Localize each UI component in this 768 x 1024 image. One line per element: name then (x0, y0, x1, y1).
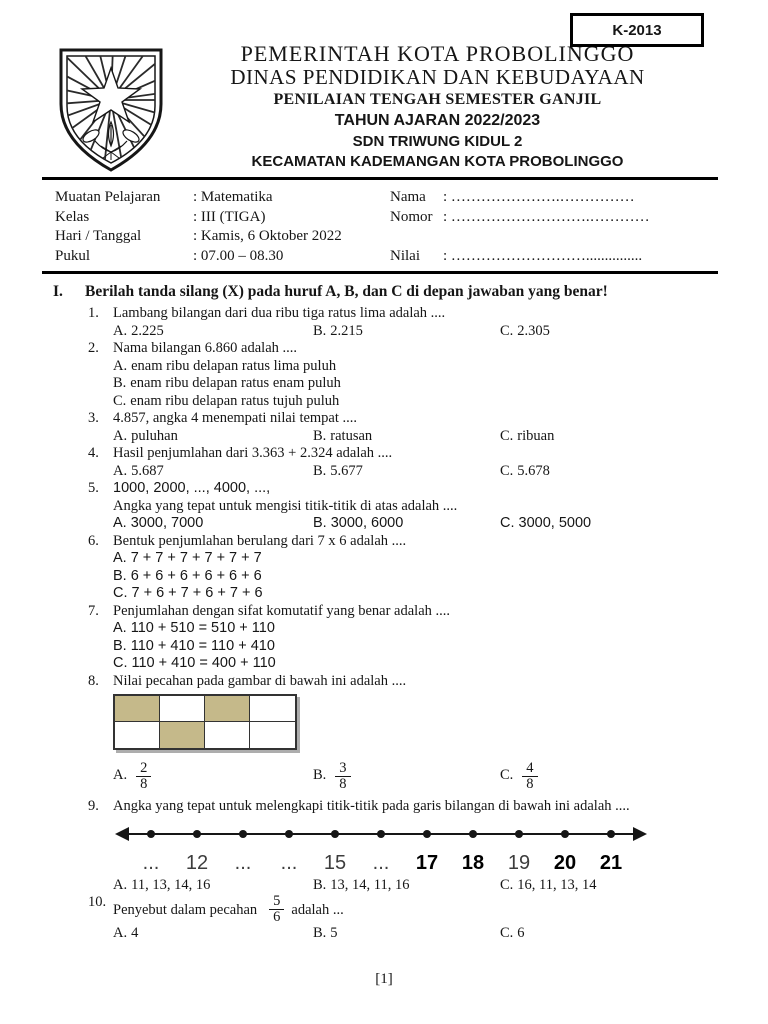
option-b (313, 515, 500, 533)
option-text: 13, 14, 11, 16 (330, 876, 410, 893)
question-body (113, 533, 728, 603)
dotted-fill-line: : ………………………............... (443, 247, 643, 264)
question-number: 7. (88, 602, 99, 619)
option-label: A. (113, 322, 128, 339)
fraction-denominator: 8 (526, 775, 534, 792)
option-label: A. (113, 462, 128, 479)
option-text: 11, 13, 14, 16 (131, 876, 211, 893)
option-text: ribuan (517, 427, 555, 444)
question-number: 3. (88, 410, 99, 426)
option-label: C. (500, 462, 514, 479)
option-label: C. (500, 515, 515, 531)
info-label: Nilai (390, 247, 420, 264)
number-line (111, 822, 651, 846)
info-value: : 07.00 – 08.30 (193, 247, 284, 264)
info-label: Kelas (55, 208, 90, 225)
info-value: : Kamis, 6 Oktober 2022 (193, 228, 342, 244)
info-label: Nomor (390, 208, 433, 225)
option-text: 110 + 410 = 400 + 110 (131, 655, 276, 671)
number-line-label: 12 (185, 851, 209, 874)
number-line-point (469, 830, 477, 838)
section-instruction: Berilah tanda silang (X) pada huruf A, B, dan C di depan jawaban yang benar! (85, 283, 608, 300)
question-body (113, 305, 728, 340)
question-number: 8. (88, 672, 99, 689)
fraction-denominator: 8 (140, 775, 148, 792)
number-line-point (239, 830, 247, 838)
option-text: 2.305 (517, 322, 550, 339)
option-b (313, 428, 500, 446)
question-text: Penjumlahan dengan sifat komutatif yang benar adalah .... (113, 602, 451, 619)
fraction-numerator: 3 (335, 761, 350, 777)
option-b (313, 323, 500, 341)
option-label: B. (113, 567, 127, 584)
question-text-suffix: adalah ... (291, 901, 344, 918)
question-10 (88, 894, 728, 943)
question-number: 6. (88, 532, 99, 549)
option-c (113, 393, 728, 411)
option-label: B. (313, 925, 327, 941)
option-text: enam ribu delapan ratus enam puluh (130, 375, 341, 391)
question-body (113, 798, 728, 894)
number-line-point (515, 830, 523, 838)
option-a (113, 620, 728, 638)
number-line-label: 19 (507, 851, 531, 874)
option-label: B. (313, 876, 327, 893)
question-body (113, 410, 728, 445)
option-text: 5.678 (517, 462, 550, 479)
number-line-label: 21 (599, 851, 623, 874)
header-line-exam-title: PENILAIAN TENGAH SEMESTER GANJIL (273, 91, 602, 108)
option-text: 5.677 (330, 462, 363, 479)
info-label: Nama (390, 189, 426, 205)
option-a (113, 323, 313, 341)
question-text: Lambang bilangan dari dua ribu tiga ratus lima adalah .... (113, 305, 446, 321)
question-options (113, 925, 728, 943)
option-text: 4 (131, 925, 139, 941)
option-c (500, 515, 728, 533)
number-line-point (377, 830, 385, 838)
option-label: C. (500, 767, 514, 784)
question-text: Angka yang tepat untuk mengisi titik-titik di atas adalah .... (113, 497, 458, 514)
number-line-point (423, 830, 431, 838)
fraction-numerator: 2 (136, 761, 151, 777)
option-label: B. (313, 322, 327, 339)
question-text: Hasil penjumlahan dari 3.363 + 2.324 adalah .... (113, 445, 393, 461)
option-a (113, 463, 313, 481)
question-body (113, 603, 728, 673)
number-line-point (561, 830, 569, 838)
info-left-cell (55, 188, 390, 208)
option-c (500, 323, 728, 341)
section-heading (53, 282, 768, 302)
fraction-grid-cell (250, 696, 295, 722)
number-line-arrowhead (115, 827, 129, 841)
question-text: 1000, 2000, ..., 4000, ..., (113, 480, 271, 496)
option-a (113, 877, 313, 895)
option-label: A. (113, 515, 127, 531)
question-1 (88, 305, 728, 340)
question-2 (88, 340, 728, 410)
option-label: A. (113, 427, 128, 444)
info-label: Hari / Tanggal (55, 228, 142, 244)
question-options (113, 463, 728, 481)
option-text: 7 + 6 + 7 + 6 + 7 + 6 (131, 585, 263, 601)
fraction-denominator: 8 (339, 775, 347, 792)
page-number: [1] (375, 971, 393, 987)
info-label: Pukul (55, 247, 91, 264)
option-c (500, 877, 728, 895)
fraction-grid-cell (160, 696, 205, 722)
number-line-label: 18 (461, 851, 485, 874)
info-right-cell (390, 247, 710, 267)
question-options (113, 358, 728, 411)
question-7 (88, 603, 728, 673)
header-divider (42, 177, 718, 180)
question-number: 9. (88, 798, 99, 814)
number-line-point (193, 830, 201, 838)
number-line-label: 15 (323, 851, 347, 874)
option-c (500, 428, 728, 446)
header-line-government: PEMERINTAH KOTA PROBOLINGGO (240, 41, 635, 66)
number-line-label: ... (372, 851, 390, 874)
question-6 (88, 533, 728, 603)
dotted-fill-line: : ………………….…………… (443, 189, 635, 205)
city-emblem-logo (55, 46, 167, 176)
number-line-label: 17 (415, 851, 439, 874)
option-label: B. (313, 462, 327, 479)
question-4 (88, 445, 728, 480)
info-row (55, 227, 710, 247)
question-text: Nama bilangan 6.860 adalah .... (113, 340, 298, 356)
fraction (136, 761, 151, 792)
question-options (113, 758, 728, 794)
dotted-fill-line: : ……………………….………… (443, 208, 650, 225)
number-line-figure (111, 822, 728, 875)
fraction-denominator: 6 (273, 909, 281, 925)
info-row (55, 247, 710, 267)
fraction-grid-cell-shaded (160, 722, 205, 748)
option-b (313, 463, 500, 481)
option-text: 2.225 (131, 322, 164, 339)
header-line-department: DINAS PENDIDIKAN DAN KEBUDAYAAN (230, 65, 645, 89)
option-label: C. (500, 925, 514, 941)
option-text: 3000, 5000 (518, 515, 592, 531)
option-text: enam ribu delapan ratus lima puluh (131, 357, 337, 374)
fraction-numerator: 5 (269, 894, 284, 910)
fraction (269, 894, 284, 925)
option-label: C. (113, 585, 128, 601)
option-a (113, 550, 728, 568)
option-text: ratusan (330, 427, 373, 444)
option-label: B. (113, 375, 127, 391)
number-line-point (285, 830, 293, 838)
fraction-grid-cell (205, 722, 250, 748)
option-text: 3000, 7000 (130, 515, 204, 531)
number-line-label: ... (142, 851, 160, 874)
option-a (113, 925, 313, 943)
option-label: C. (500, 427, 514, 444)
question-text-prefix: Penyebut dalam pecahan (113, 901, 258, 918)
fraction (522, 761, 537, 792)
info-left-cell (55, 247, 390, 267)
fraction-grid-cell-shaded (115, 696, 160, 722)
question-body (113, 445, 728, 480)
option-b (113, 638, 728, 656)
option-text: 110 + 510 = 510 + 110 (130, 620, 275, 636)
option-text: 16, 11, 13, 14 (517, 876, 597, 893)
info-left-cell (55, 227, 390, 247)
option-c (113, 585, 728, 603)
option-a (113, 761, 313, 792)
option-c (113, 655, 728, 673)
question-options (113, 550, 728, 603)
option-text: 3000, 6000 (330, 515, 404, 531)
option-text: 5.687 (131, 462, 164, 479)
question-9 (88, 798, 728, 894)
option-c (500, 761, 728, 792)
option-a (113, 515, 313, 533)
question-options (113, 515, 728, 533)
question-options (113, 620, 728, 673)
option-b (313, 877, 500, 895)
question-options (113, 323, 728, 341)
info-right-cell (390, 188, 710, 208)
option-b (113, 375, 728, 393)
fraction-grid-figure (113, 694, 297, 750)
question-8 (88, 673, 728, 799)
option-label: B. (313, 427, 327, 444)
info-divider (42, 271, 718, 274)
info-label (390, 227, 443, 247)
info-left-cell (55, 208, 390, 228)
question-options (113, 428, 728, 446)
question-body (113, 673, 728, 799)
option-label: C. (500, 876, 514, 893)
info-table (55, 188, 710, 266)
question-text: Angka yang tepat untuk melengkapi titik-titik pada garis bilangan di bawah ini adalah .... (113, 798, 630, 814)
question-number: 5. (88, 480, 99, 496)
option-c (500, 463, 728, 481)
fraction-grid-cell (115, 722, 160, 748)
question-text: Nilai pecahan pada gambar di bawah ini adalah .... (113, 672, 407, 689)
option-label: B. (313, 767, 327, 784)
question-text (113, 894, 728, 925)
option-b (313, 761, 500, 792)
question-options (113, 877, 728, 895)
curriculum-code-badge (570, 13, 704, 47)
option-c (500, 925, 728, 943)
option-label: B. (313, 515, 327, 531)
curriculum-code-label: K-2013 (612, 21, 662, 39)
info-row (55, 208, 710, 228)
question-body (113, 480, 728, 533)
fraction-grid-cell (250, 722, 295, 748)
question-text: Bentuk penjumlahan berulang dari 7 x 6 adalah .... (113, 532, 407, 549)
option-a (113, 428, 313, 446)
option-label: C. (113, 392, 127, 409)
option-b (313, 925, 500, 943)
section-numeral: I. (53, 283, 63, 300)
number-line-label: ... (234, 851, 252, 874)
fraction-grid-cell-shaded (205, 696, 250, 722)
question-number: 2. (88, 340, 99, 356)
number-line-point (147, 830, 155, 838)
info-right-cell (390, 208, 710, 228)
number-line-point (607, 830, 615, 838)
info-value: : Matematika (193, 189, 273, 205)
fraction-numerator: 4 (522, 761, 537, 777)
number-line-labels (128, 851, 634, 875)
number-line-label: 20 (553, 851, 577, 874)
question-number: 10. (88, 894, 107, 910)
option-text: 7 + 7 + 7 + 7 + 7 + 7 (130, 550, 262, 566)
option-text: 2.215 (330, 322, 363, 339)
info-right-cell (390, 227, 710, 247)
option-text: 6 + 6 + 6 + 6 + 6 + 6 (130, 567, 262, 584)
number-line-arrowhead (633, 827, 647, 841)
option-text: 6 (517, 925, 525, 941)
info-label: Muatan Pelajaran (55, 189, 161, 205)
header-line-academic-year: TAHUN AJARAN 2022/2023 (334, 112, 541, 129)
question-body (113, 894, 728, 943)
number-line-point (331, 830, 339, 838)
option-label: A. (113, 876, 128, 893)
option-label: B. (113, 637, 127, 654)
option-text: puluhan (131, 427, 178, 444)
fraction (335, 761, 350, 792)
option-label: A. (113, 357, 128, 374)
option-text: enam ribu delapan ratus tujuh puluh (130, 392, 340, 409)
option-label: C. (500, 322, 514, 339)
option-label: A. (113, 550, 127, 566)
option-b (113, 568, 728, 586)
header-line-district: KECAMATAN KADEMANGAN KOTA PROBOLINGGO (251, 153, 624, 170)
question-5 (88, 480, 728, 533)
question-number: 4. (88, 445, 99, 461)
option-label: A. (113, 767, 128, 784)
header-line-school: SDN TRIWUNG KIDUL 2 (352, 133, 523, 150)
question-text: 4.857, angka 4 menempati nilai tempat .... (113, 410, 358, 426)
info-row (55, 188, 710, 208)
option-a (113, 358, 728, 376)
info-value: : III (TIGA) (193, 208, 266, 225)
question-3 (88, 410, 728, 445)
number-line-label: ... (280, 851, 298, 874)
questions (88, 305, 728, 943)
question-body (113, 340, 728, 410)
option-text: 110 + 410 = 110 + 410 (130, 637, 275, 654)
option-label: A. (113, 620, 127, 636)
option-text: 5 (330, 925, 338, 941)
option-label: A. (113, 925, 128, 941)
option-label: C. (113, 655, 128, 671)
question-number: 1. (88, 305, 99, 321)
